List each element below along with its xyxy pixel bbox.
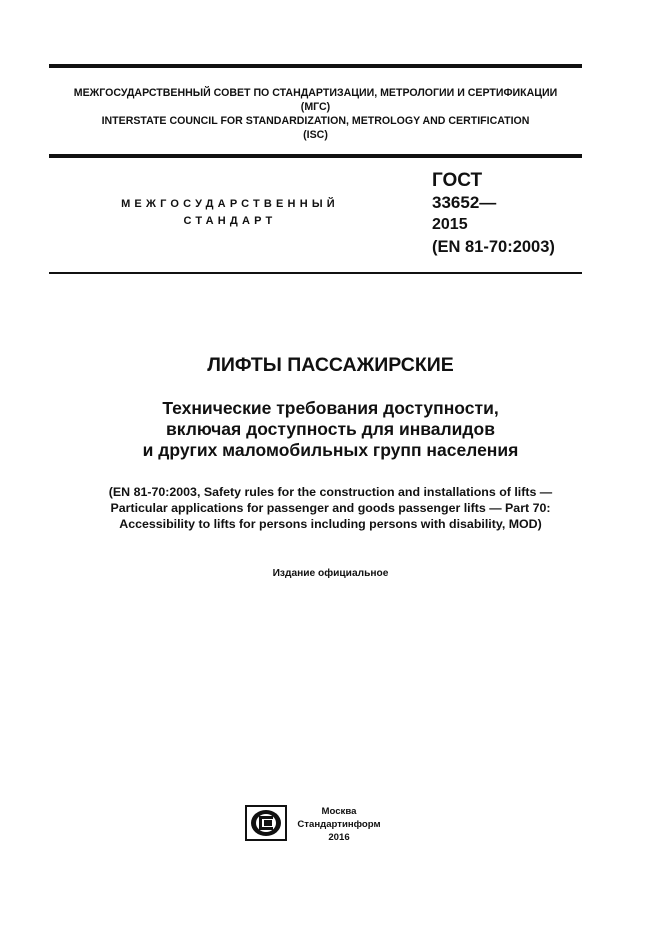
top-divider <box>49 64 582 68</box>
council-name-ru: МЕЖГОСУДАРСТВЕННЫЙ СОВЕТ ПО СТАНДАРТИЗАЦИИ, МЕТРОЛОГИИ И СЕРТИФИКАЦИИ <box>73 87 558 99</box>
publisher-name: Стандартинформ <box>297 819 381 830</box>
gost-number: 33652— <box>432 193 497 212</box>
document-subtitle <box>0 398 661 461</box>
council-name-en: INTERSTATE COUNCIL FOR STANDARDIZATION, METROLOGY AND CERTIFICATION <box>101 115 530 127</box>
council-header <box>49 86 582 142</box>
header-divider <box>49 154 582 158</box>
gost-en-equivalent: (EN 81-70:2003) <box>432 238 555 256</box>
subtitle-line: и других маломобильных групп населения <box>142 440 519 460</box>
publisher-year: 2016 <box>328 832 350 843</box>
standartinform-logo-icon <box>245 805 287 841</box>
en-reference-line: Accessibility to lifts for persons including persons with disability, MOD) <box>119 517 542 531</box>
gost-designation <box>432 170 555 258</box>
en-reference-line: Particular applications for passenger and goods passenger lifts — Part 70: <box>110 501 551 515</box>
council-abbr-ru: (МГС) <box>300 101 331 113</box>
en-reference-line: (EN 81-70:2003, Safety rules for the construction and installations of lifts — <box>108 485 553 499</box>
designation-divider <box>49 272 582 274</box>
council-abbr-en: (ISC) <box>303 129 328 141</box>
subtitle-line: Технические требования доступности, <box>162 398 499 418</box>
publisher-city: Москва <box>321 806 357 817</box>
publisher-imprint <box>296 805 382 844</box>
document-title: ЛИФТЫ ПАССАЖИРСКИЕ <box>207 354 454 376</box>
gost-year: 2015 <box>432 216 468 233</box>
edition-label: Издание официальное <box>272 568 389 579</box>
standard-type <box>80 196 380 230</box>
standard-type-line1: МЕЖГОСУДАРСТВЕННЫЙ <box>121 198 339 210</box>
standard-type-line2: СТАНДАРТ <box>183 215 277 227</box>
gost-label: ГОСТ <box>432 170 483 191</box>
subtitle-line: включая доступность для инвалидов <box>166 419 495 439</box>
en-reference <box>0 484 661 532</box>
